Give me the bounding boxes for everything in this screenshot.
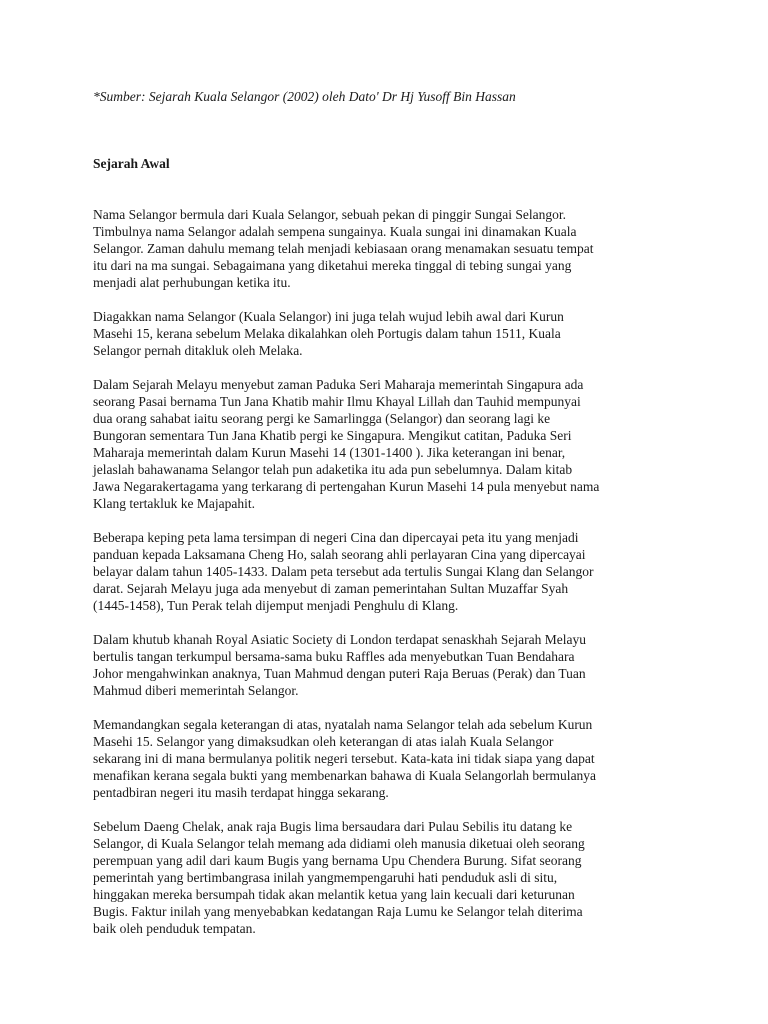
paragraph-line: Johor mengahwinkan anaknya, Tuan Mahmud dengan puteri Raja Beruas (Perak) dan Tuan [93,666,586,681]
paragraph-line: Jawa Negarakertagama yang terkarang di pertengahan Kurun Masehi 14 pula menyebut nama [93,479,600,494]
paragraph [93,308,683,359]
paragraph-line: pemerintah yang bertimbangrasa inilah yangmempengaruhi hati penduduk asli di situ, [93,870,558,885]
paragraph-line: Diagakkan nama Selangor (Kuala Selangor) ini juga telah wujud lebih awal dari Kurun [93,309,564,324]
paragraph-line: dua orang sahabat iaitu seorang pergi ke Samarlingga (Selangor) dan seorang lagi ke [93,411,551,426]
paragraph-line: Selangor pernah ditakluk oleh Melaka. [93,343,303,358]
paragraph [93,206,683,291]
paragraph-line: Nama Selangor bermula dari Kuala Selangor, sebuah pekan di pinggir Sungai Selangor. [93,207,566,222]
paragraph-line: Masehi 15, kerana sebelum Melaka dikalahkan oleh Portugis dalam tahun 1511, Kuala [93,326,561,341]
paragraph-line: perempuan yang adil dari kaum Bugis yang bernama Upu Chendera Burung. Sifat seorang [93,853,582,868]
paragraph-line: Sebelum Daeng Chelak, anak raja Bugis lima bersaudara dari Pulau Sebilis itu datang ke [93,819,573,834]
paragraph-line: panduan kepada Laksamana Cheng Ho, salah seorang ahli perlayaran Cina yang dipercayai [93,547,586,562]
paragraph-line: Mahmud diberi memerintah Selangor. [93,683,299,698]
paragraph-line: jelaslah bahawanama Selangor telah pun adaketika itu ada pun sebelumnya. Dalam kitab [93,462,573,477]
paragraph-line: Dalam khutub khanah Royal Asiatic Society di London terdapat senaskhah Sejarah Melayu [93,632,587,647]
paragraph [93,631,683,699]
paragraph-line: menafikan kerana segala bukti yang membenarkan bahawa di Kuala Selangorlah bermulanya [93,768,597,783]
paragraph-line: Selangor. Zaman dahulu memang telah menjadi kebiasaan orang menamakan sesuatu tempat [93,241,594,256]
paragraph-line: hinggakan mereka bersumpah tidak akan melantik ketua yang lain kecuali dari keturunan [93,887,575,902]
paragraph-line: Maharaja memerintah dalam Kurun Masehi 14 (1301-1400 ). Jika keterangan ini benar, [93,445,566,460]
paragraph-line: pentadbiran negeri itu masih terdapat hingga sekarang. [93,785,389,800]
paragraph-line: baik oleh penduduk tempatan. [93,921,256,936]
paragraph-line: darat. Sejarah Melayu juga ada menyebut di zaman pemerintahan Sultan Muzaffar Syah [93,581,569,596]
source-citation: *Sumber: Sejarah Kuala Selangor (2002) oleh Dato' Dr Hj Yusoff Bin Hassan [93,89,516,104]
paragraph-line: itu dari na ma sungai. Sebagaimana yang diketahui mereka tinggal di tebing sungai yang [93,258,572,273]
paragraph-line: Beberapa keping peta lama tersimpan di negeri Cina dan dipercayai peta itu yang menjadi [93,530,579,545]
paragraph-line: (1445-1458), Tun Perak telah dijemput menjadi Penghulu di Klang. [93,598,459,613]
paragraph-line: seorang Pasai bernama Tun Jana Khatib mahir Ilmu Khayal Lillah dan Tauhid mempunyai [93,394,581,409]
paragraph-line: Bungoran sementara Tun Jana Khatib pergi ke Singapura. Mengikut catitan, Paduka Seri [93,428,572,443]
paragraph [93,529,683,614]
paragraph-line: menjadi alat perhubungan ketika itu. [93,275,291,290]
paragraph-line: belayar dalam tahun 1405-1433. Dalam peta tersebut ada tertulis Sungai Klang dan Selangor [93,564,594,579]
paragraph-line: sekarang ini di mana bermulanya politik negeri tersebut. Kata-kata ini tidak siapa yang dapat [93,751,595,766]
paragraph-line: Dalam Sejarah Melayu menyebut zaman Paduka Seri Maharaja memerintah Singapura ada [93,377,584,392]
paragraph [93,716,683,801]
paragraph [93,818,683,937]
section-heading: Sejarah Awal [93,156,170,171]
paragraph-line: Memandangkan segala keterangan di atas, nyatalah nama Selangor telah ada sebelum Kurun [93,717,593,732]
paragraph-line: Selangor, di Kuala Selangor telah memang ada didiami oleh manusia diketuai oleh seorang [93,836,585,851]
paragraph-line: Klang tertakluk ke Majapahit. [93,496,255,511]
paragraph-line: bertulis tangan terkumpul bersama-sama buku Raffles ada menyebutkan Tuan Bendahara [93,649,575,664]
paragraph-line: Bugis. Faktur inilah yang menyebabkan kedatangan Raja Lumu ke Selangor telah diterima [93,904,583,919]
paragraph-line: Masehi 15. Selangor yang dimaksudkan oleh keterangan di atas ialah Kuala Selangor [93,734,554,749]
paragraph [93,376,683,512]
document-body [93,206,683,954]
paragraph-line: Timbulnya nama Selangor adalah sempena sungainya. Kuala sungai ini dinamakan Kuala [93,224,577,239]
